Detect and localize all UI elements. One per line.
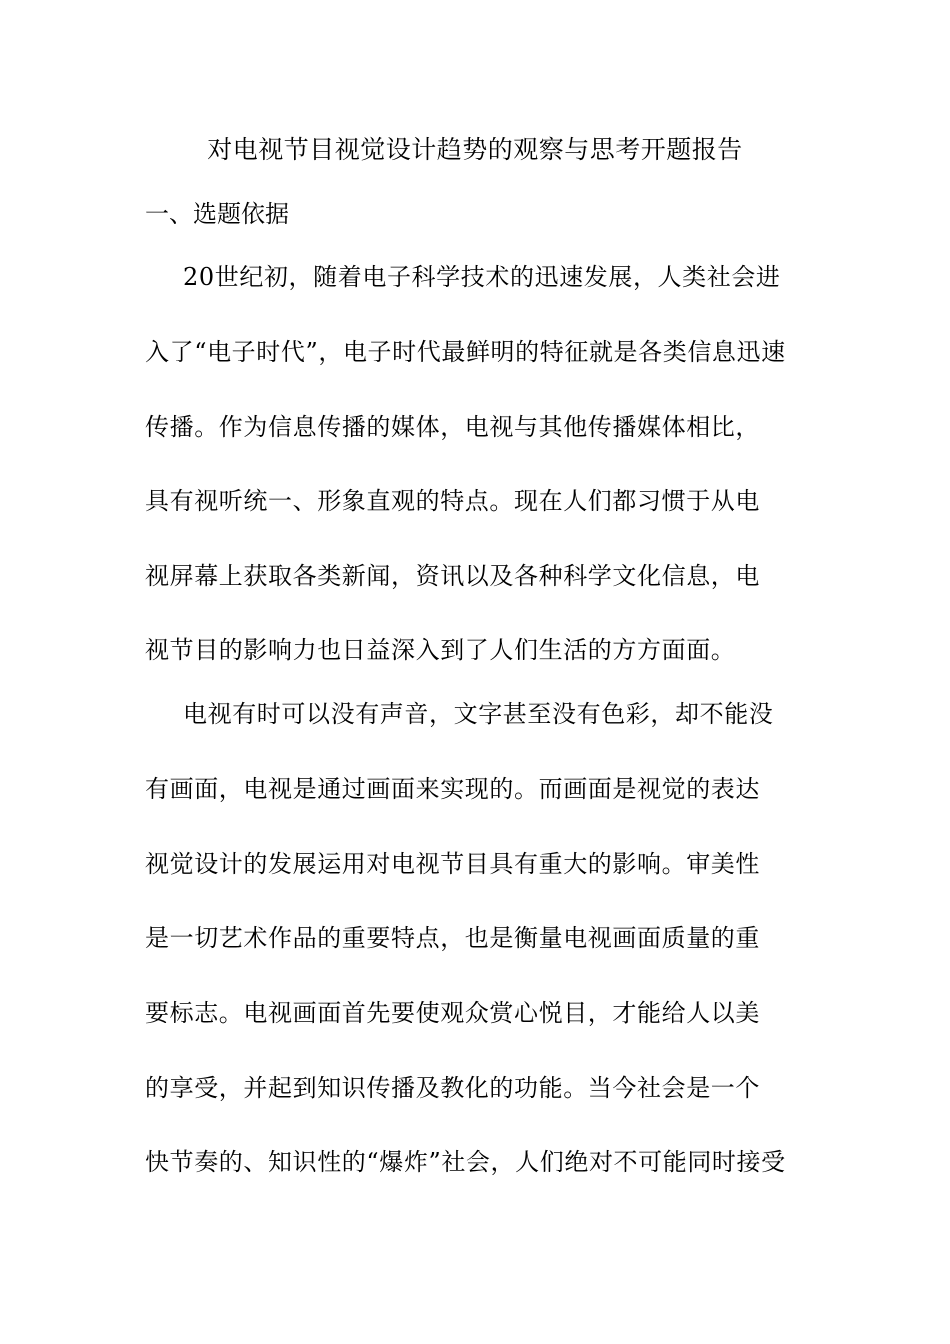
paragraph-1-line-1: 20世纪初，随着电子科学技术的迅速发展，人类社会进	[183, 263, 781, 291]
section-heading: 一、选题依据	[145, 200, 289, 228]
paragraph-1-line-5: 视屏幕上获取各类新闻，资讯以及各种科学文化信息，电	[145, 562, 760, 590]
paragraph-1-line-6: 视节目的影响力也日益深入到了人们生活的方方面面。	[145, 636, 736, 664]
paragraph-1-line-3: 传播。作为信息传播的媒体，电视与其他传播媒体相比，	[145, 413, 760, 441]
paragraph-1-line-2: 入了“电子时代”，电子时代最鲜明的特征就是各类信息迅速	[145, 338, 786, 366]
paragraph-2-line-1: 电视有时可以没有声音，文字甚至没有色彩，却不能没	[183, 700, 774, 728]
paragraph-2-line-5: 要标志。电视画面首先要使观众赏心悦目，才能给人以美	[145, 999, 760, 1027]
paragraph-2-line-6: 的享受，并起到知识传播及教化的功能。当今社会是一个	[145, 1074, 760, 1102]
paragraph-2-line-2: 有画面，电视是通过画面来实现的。而画面是视觉的表达	[145, 775, 760, 803]
paragraph-2-line-4: 是一切艺术作品的重要特点，也是衡量电视画面质量的重	[145, 924, 760, 952]
paragraph-1-line-4: 具有视听统一、形象直观的特点。现在人们都习惯于从电	[145, 487, 760, 515]
document-title: 对电视节目视觉设计趋势的观察与思考开题报告	[207, 135, 743, 164]
paragraph-2-line-3: 视觉设计的发展运用对电视节目具有重大的影响。审美性	[145, 850, 760, 878]
paragraph-2-line-7: 快节奏的、知识性的“爆炸”社会，人们绝对不可能同时接受	[145, 1148, 786, 1176]
